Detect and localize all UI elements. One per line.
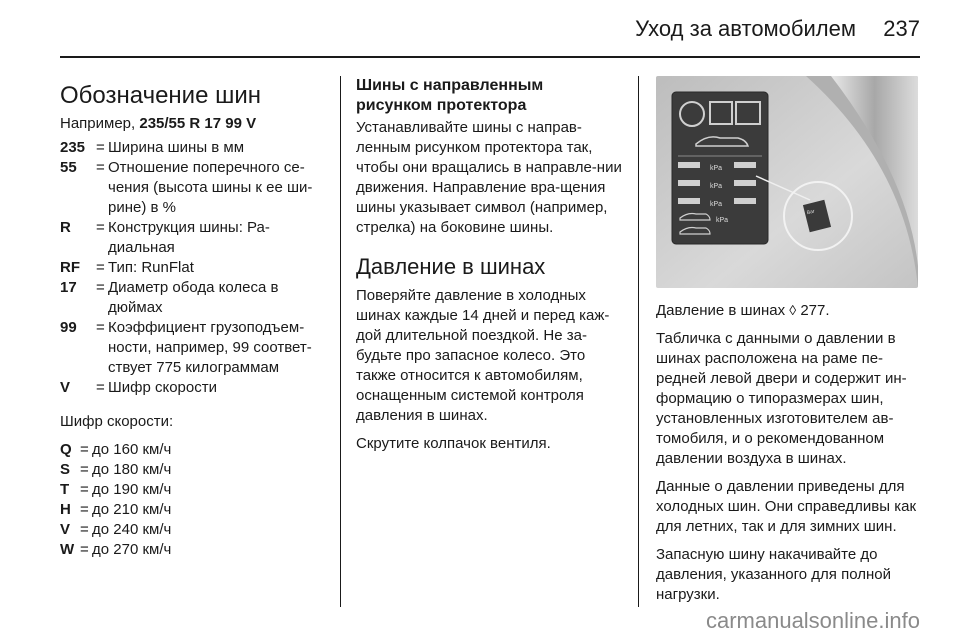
definition-row	[60, 258, 322, 278]
page-header-title: Уход за автомобилем	[635, 16, 856, 41]
definition-text: Ширина шины в мм	[108, 139, 245, 156]
svg-text:kPa: kPa	[710, 165, 723, 172]
example-code: 235/55 R 17 99 V	[139, 115, 257, 132]
tire-pressure-text-1: Поверяйте давление в холодных шинах каждые 14 дней и перед каж-дой длительной поездкой. Не за-будьте про запасное колесо. Это также относится к автомобилям, оснащенным системой контроля давления в шинах.	[356, 287, 610, 424]
definition-row	[60, 218, 322, 258]
definition-text: до 270 км/ч	[92, 541, 172, 558]
definition-key: W	[60, 541, 75, 558]
svg-text:kPa: kPa	[710, 183, 723, 190]
pressure-reference	[656, 300, 922, 321]
equals-sign: =	[80, 521, 89, 538]
cold-tire-text: Данные о давлении приведены для холодных шин. Они справедливы как для летних, так и для зимних шин.	[656, 478, 917, 535]
svg-text:kPa: kPa	[710, 201, 723, 208]
definition-text: до 180 км/ч	[92, 461, 172, 478]
definition-text: до 160 км/ч	[92, 441, 172, 458]
equals-sign: =	[80, 501, 89, 518]
tire-pressure-text-2: Скрутите колпачок вентиля.	[356, 435, 551, 452]
definition-text: Отношение поперечного се-чения (высота шины к ее ши-рине) в %	[108, 159, 313, 216]
definition-row	[60, 158, 322, 218]
definition-row	[60, 318, 322, 378]
equals-sign: =	[80, 461, 89, 478]
equals-sign: =	[96, 139, 105, 156]
definition-row	[60, 440, 322, 460]
equals-sign: =	[80, 481, 89, 498]
speed-code-list	[60, 440, 322, 560]
equals-sign: =	[96, 279, 105, 296]
definition-row	[60, 520, 322, 540]
column-divider-2	[638, 76, 639, 607]
definition-key: R	[60, 219, 71, 236]
definition-key: 99	[60, 319, 77, 336]
header-rule	[60, 56, 920, 58]
equals-sign: =	[96, 219, 105, 236]
definition-row	[60, 378, 322, 398]
speed-code-label: Шифр скорости:	[60, 413, 174, 430]
definition-key: H	[60, 501, 71, 518]
definition-key: V	[60, 379, 71, 396]
directional-tires-heading: Шины с направленным рисунком протектора	[356, 77, 544, 114]
definition-text: до 240 км/ч	[92, 521, 172, 538]
definition-key: T	[60, 481, 70, 498]
equals-sign: =	[96, 159, 105, 176]
definition-row	[60, 460, 322, 480]
definition-key: V	[60, 521, 71, 538]
column-divider-1	[340, 76, 341, 607]
spare-tire-text: Запасную шину накачивайте до давления, указанного для полной нагрузки.	[656, 546, 891, 603]
definition-row	[60, 500, 322, 520]
svg-text:Bar: Bar	[806, 208, 816, 217]
definition-text: до 190 км/ч	[92, 481, 172, 498]
definition-key: 55	[60, 159, 77, 176]
page-number: 237	[883, 16, 920, 41]
tire-designation-heading: Обозначение шин	[60, 82, 262, 109]
equals-sign: =	[96, 379, 105, 396]
definition-key: 235	[60, 139, 86, 156]
reference-page: 277.	[796, 302, 830, 319]
watermark: carmanualsonline.info	[705, 608, 920, 633]
definition-row	[60, 138, 322, 158]
equals-sign: =	[96, 259, 105, 276]
definition-key: 17	[60, 279, 77, 296]
pressure-label-location-text: Табличка с данными о давлении в шинах расположена на раме пе-редней левой двери и содержит ин-формацию о типоразмерах шин, установленных изготовителем ав-томобиля, и о рекомендованном давлении воздуха в шинах.	[656, 330, 907, 467]
page-reference-arrow-icon: ◊	[789, 302, 797, 318]
reference-text: Давление в шинах	[656, 302, 790, 319]
definition-key: Q	[60, 441, 72, 458]
column-tire-designation	[60, 76, 322, 560]
definition-text: Диаметр обода колеса в дюймах	[108, 279, 279, 316]
definition-row	[60, 540, 322, 560]
example-prefix: Например,	[60, 115, 140, 132]
definition-text: до 210 км/ч	[92, 501, 172, 518]
tire-example	[60, 114, 322, 134]
column-pressure-label	[656, 76, 922, 613]
definition-row	[60, 278, 322, 318]
definition-text: Шифр скорости	[108, 379, 217, 396]
definition-key: S	[60, 461, 71, 478]
equals-sign: =	[80, 441, 89, 458]
svg-text:kPa: kPa	[716, 217, 729, 224]
definition-list	[60, 138, 322, 398]
definition-key: RF	[60, 259, 80, 276]
definition-row	[60, 480, 322, 500]
directional-tires-text: Устанавливайте шины с направ-ленным рисунком протектора так, чтобы они вращались в направле-нии движения. Направление вра-щения шины указывает символ (например, стрелка) на боковине шины.	[356, 119, 622, 236]
definition-text: Коэффициент грузоподъем-ности, например, 99 соответ-ствует 775 килограммам	[108, 319, 312, 376]
tire-pressure-label-photo	[656, 76, 918, 288]
equals-sign: =	[96, 319, 105, 336]
definition-text: Конструкция шины: Ра-диальная	[108, 219, 270, 256]
tire-pressure-heading: Давление в шинах	[356, 254, 546, 279]
definition-text: Тип: RunFlat	[108, 259, 194, 276]
equals-sign: =	[80, 541, 89, 558]
column-pressure	[356, 76, 622, 462]
